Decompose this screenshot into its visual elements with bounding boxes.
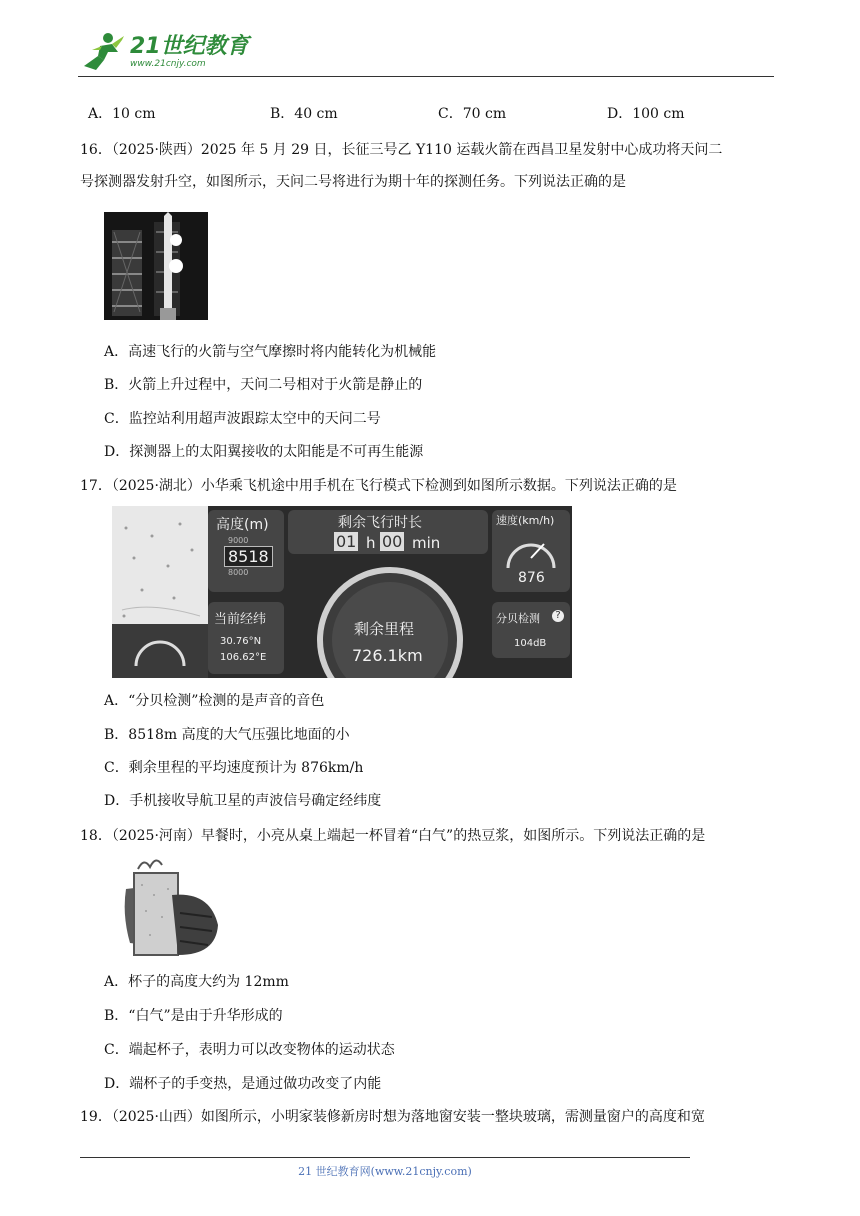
minutes-unit: min: [412, 534, 441, 552]
coords-label: 当前经纬: [214, 612, 267, 627]
q19-stem: 19．（2025·山西）如图所示，小明家装修新房时想为落地窗安装一整块玻璃，需测量窗户的高度和宽: [80, 1109, 705, 1125]
remaining-minutes: 00: [382, 532, 403, 551]
remaining-distance-label: 剩余里程: [354, 620, 415, 638]
q18-stem: 18．（2025·河南）早餐时，小亮从桌上端起一杯冒着“白气”的热豆浆，如图所示。下列说法正确的是: [80, 828, 706, 844]
altitude-scale-bottom: 8000: [228, 568, 249, 577]
header-divider: [78, 76, 774, 77]
q17-stem: 17．（2025·湖北）小华乘飞机途中用手机在飞行模式下检测到如图所示数据。下列说法正确的是: [80, 478, 677, 494]
q16-stem-line1: 16．（2025·陕西）2025 年 5 月 29 日，长征三号乙 Y110 运载火箭在西昌卫星发射中心成功将天问二: [80, 142, 723, 158]
q16-stem-line2: 号探测器发射升空，如图所示，天问二号将进行为期十年的探测任务。下列说法正确的是: [80, 174, 626, 190]
q16-option-b: B．火箭上升过程中，天问二号相对于火箭是静止的: [104, 377, 423, 393]
latitude-value: 30.76°N: [220, 636, 262, 647]
q15-option-d: D．100 cm: [607, 106, 685, 122]
q17-option-a: A．“分贝检测”检测的是声音的音色: [104, 693, 325, 709]
help-icon: ?: [552, 610, 564, 622]
remaining-time-label: 剩余飞行时长: [338, 515, 422, 531]
q17-option-c: C．剩余里程的平均速度预计为 876km/h: [104, 760, 364, 776]
site-logo: [78, 30, 249, 74]
flight-dashboard-image: [112, 506, 572, 678]
remaining-hours: 01: [336, 532, 357, 551]
footer-link[interactable]: 21 世纪教育网(www.21cnjy.com): [298, 1165, 472, 1178]
q18-option-a: A．杯子的高度大约为 12mm: [104, 974, 289, 990]
map-thumbnail: [112, 506, 208, 678]
q16-option-a: A．高速飞行的火箭与空气摩擦时将内能转化为机械能: [104, 344, 437, 360]
logo-title: 21世纪教育: [130, 34, 249, 59]
runner-logo-icon: [78, 30, 126, 74]
remaining-distance-value: 726.1km: [352, 646, 423, 665]
q15-option-a: A．10 cm: [88, 106, 156, 122]
altitude-scale-top: 9000: [228, 536, 249, 545]
speed-label: 速度(km/h): [496, 514, 555, 527]
page-header: [78, 30, 778, 80]
logo-url: www.21cnjy.com: [130, 59, 206, 69]
soymilk-cup-photo: [120, 855, 220, 961]
decibel-label: 分贝检测: [496, 612, 540, 625]
q18-option-b: B．“白气”是由于升华形成的: [104, 1008, 283, 1024]
q17-option-d: D．手机接收导航卫星的声波信号确定经纬度: [104, 793, 382, 809]
longitude-value: 106.62°E: [220, 652, 267, 663]
q18-option-c: C．端起杯子，表明力可以改变物体的运动状态: [104, 1042, 395, 1058]
q17-option-b: B．8518m 高度的大气压强比地面的小: [104, 727, 350, 743]
rocket-launch-photo: [104, 212, 208, 320]
q16-option-d: D．探测器上的太阳翼接收的太阳能是不可再生能源: [104, 444, 424, 460]
q18-option-d: D．端杯子的手变热，是通过做功改变了内能: [104, 1076, 382, 1092]
speedometer-gauge-icon: [502, 528, 560, 572]
speed-value: 876: [518, 570, 545, 586]
hours-unit: h: [366, 534, 376, 552]
q15-option-b: B．40 cm: [270, 106, 338, 122]
footer-divider: [80, 1157, 690, 1158]
altitude-label: 高度(m): [216, 517, 269, 533]
q16-option-c: C．监控站利用超声波跟踪太空中的天问二号: [104, 411, 381, 427]
altitude-value: 8518: [224, 546, 273, 567]
decibel-value: 104dB: [514, 638, 547, 649]
q15-option-c: C．70 cm: [438, 106, 507, 122]
